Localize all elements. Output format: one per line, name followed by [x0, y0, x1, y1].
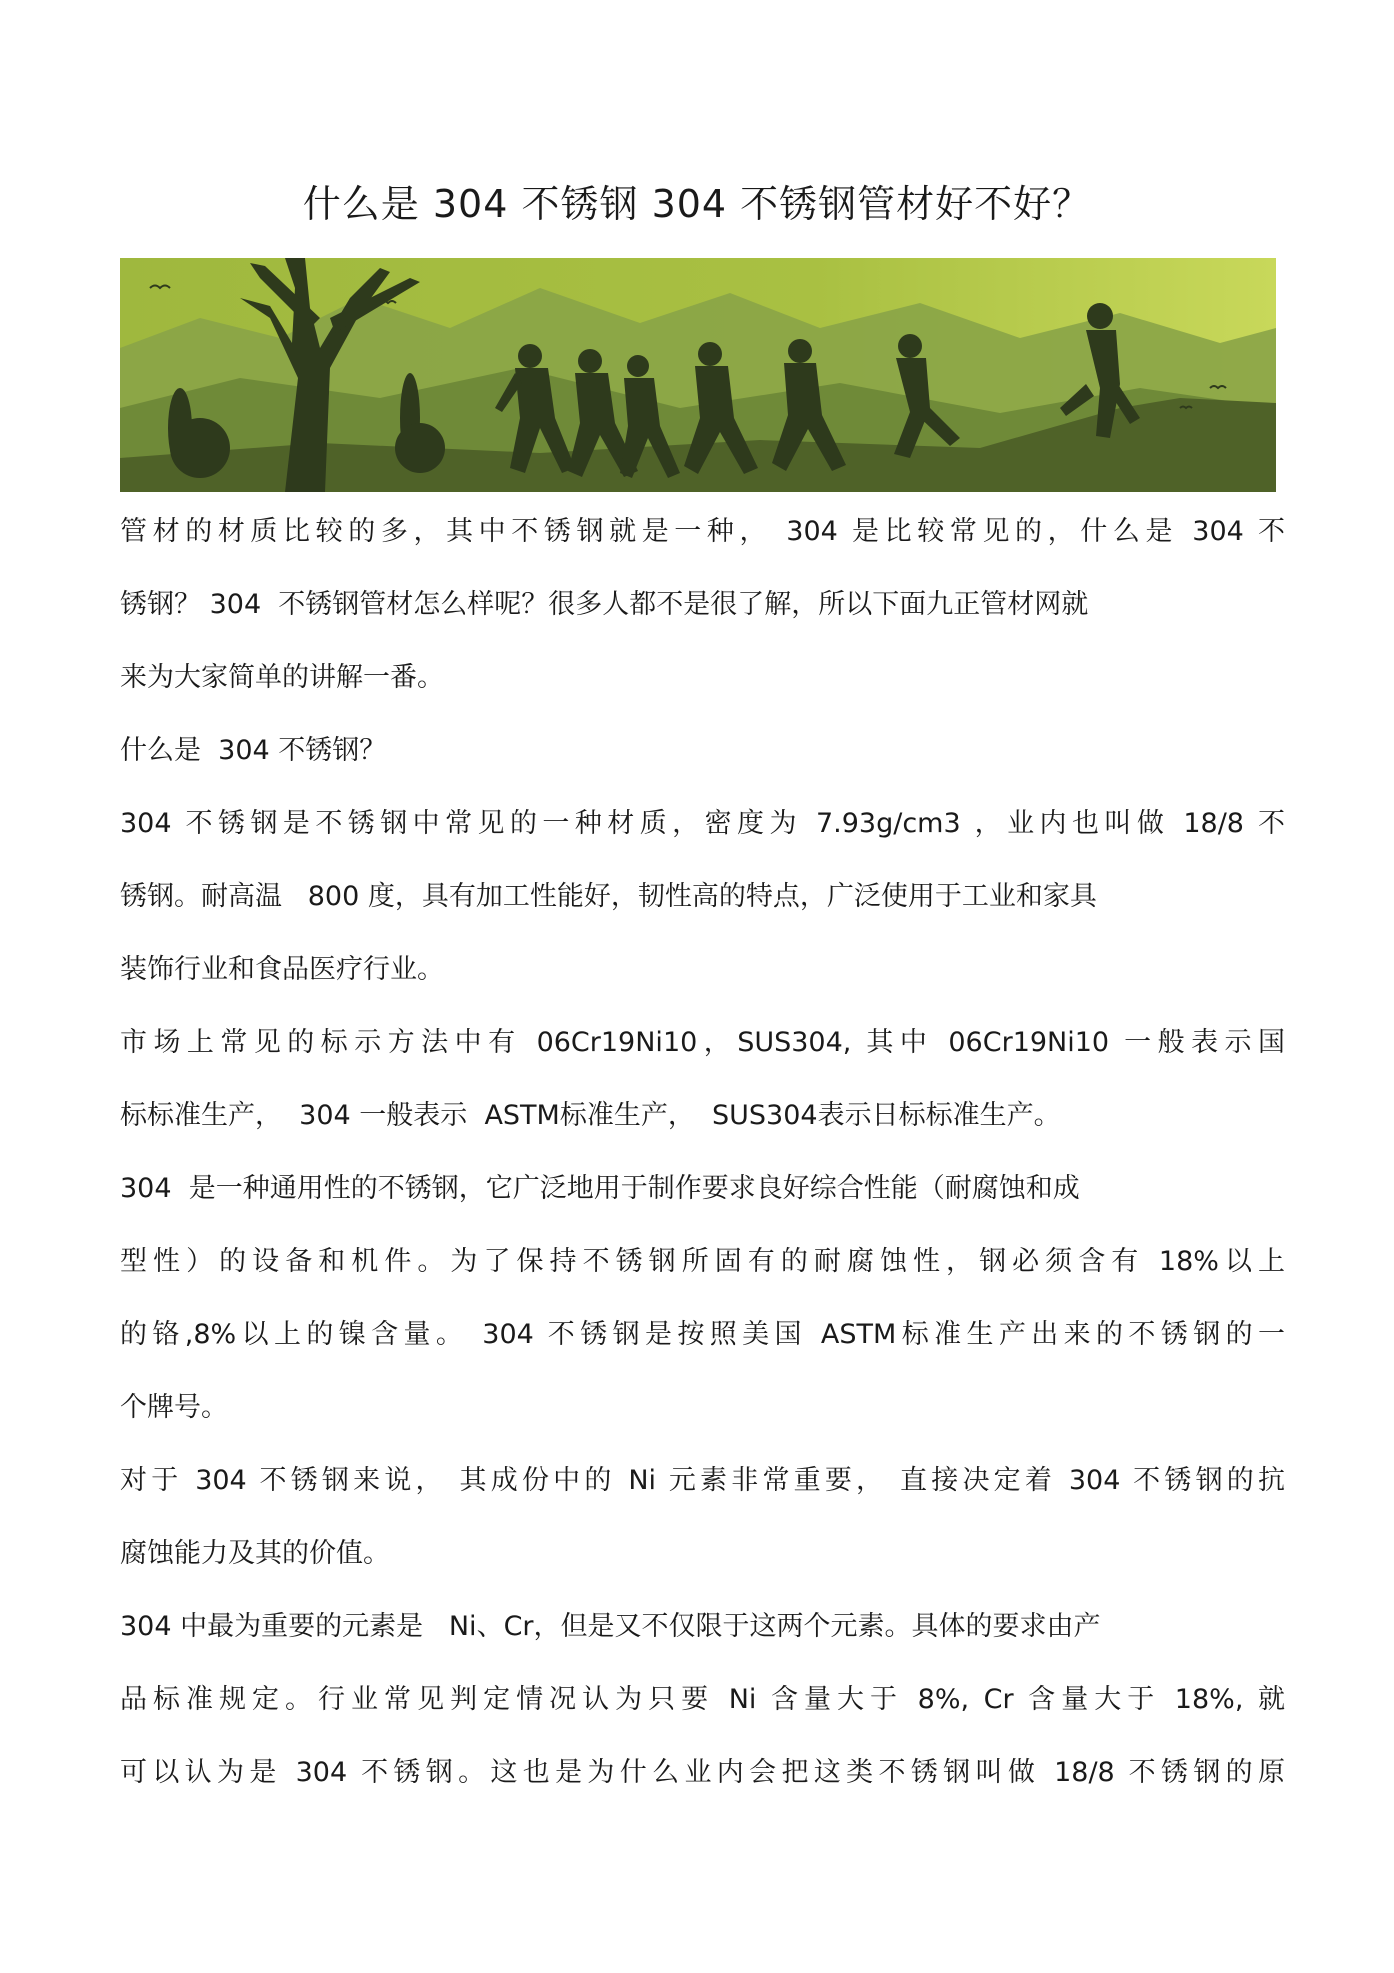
- body-line: 品标准规定。行业常见判定情况认为只要 Ni 含量大于 8%, Cr 含量大于 18%, 就: [120, 1684, 1285, 1715]
- body-line: 可以认为是 304 不锈钢。这也是为什么业内会把这类不锈钢叫做 18/8 不锈钢的原: [120, 1757, 1285, 1788]
- document-title: 什么是 304 不锈钢 304 不锈钢管材好不好？: [302, 182, 1092, 226]
- body-line: 什么是 304 不锈钢？: [120, 735, 387, 766]
- body-line: 对于 304 不锈钢来说， 其成份中的 Ni 元素非常重要， 直接决定着 304 不锈钢的抗: [120, 1465, 1285, 1496]
- body-line: 来为大家简单的讲解一番。: [120, 662, 444, 693]
- body-line: 腐蚀能力及其的价值。: [120, 1538, 390, 1569]
- body-line: 市场上常见的标示方法中有 06Cr19Ni10，SUS304, 其中 06Cr19Ni10 一般表示国: [120, 1027, 1285, 1058]
- body-line: 304 中最为重要的元素是 Ni、Cr，但是又不仅限于这两个元素。具体的要求由产: [120, 1611, 1101, 1642]
- body-line: 304 是一种通用性的不锈钢，它广泛地用于制作要求良好综合性能（耐腐蚀和成: [120, 1173, 1080, 1204]
- body-line: 型性）的设备和机件。为了保持不锈钢所固有的耐腐蚀性，钢必须含有 18%以上: [120, 1246, 1285, 1277]
- body-line: 的铬,8%以上的镍含量。 304 不锈钢是按照美国 ASTM标准生产出来的不锈钢的一: [120, 1319, 1285, 1350]
- body-line: 标标准生产， 304 一般表示 ASTM标准生产， SUS304表示日标标准生产。: [120, 1100, 1061, 1131]
- body-line: 装饰行业和食品医疗行业。: [120, 954, 444, 985]
- body-line: 锈钢？ 304 不锈钢管材怎么样呢？很多人都不是很了解，所以下面九正管材网就: [120, 589, 1089, 620]
- body-line: 锈钢。耐高温 800 度，具有加工性能好，韧性高的特点，广泛使用于工业和家具: [120, 881, 1097, 912]
- runners-silhouette-image: [120, 258, 1276, 492]
- body-line: 管材的材质比较的多，其中不锈钢就是一种， 304 是比较常见的，什么是 304 不: [120, 516, 1285, 547]
- body-line: 个牌号。: [120, 1392, 228, 1423]
- body-line: 304 不锈钢是不锈钢中常见的一种材质，密度为 7.93g/cm3 ，业内也叫做 18/8 不: [120, 808, 1285, 839]
